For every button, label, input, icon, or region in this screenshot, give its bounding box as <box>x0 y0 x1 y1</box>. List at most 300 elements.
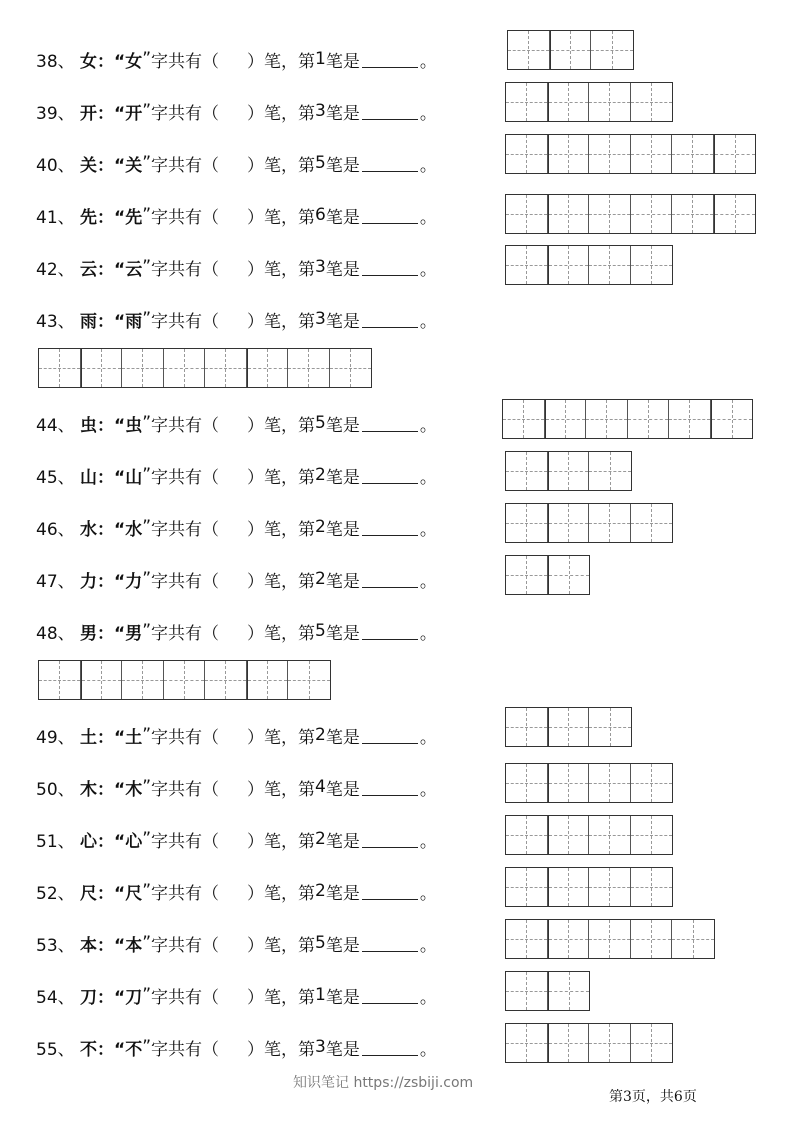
grid-cell[interactable] <box>628 400 670 438</box>
stroke-index: 5 <box>315 413 326 433</box>
text-part1: 字共有（ <box>151 103 219 124</box>
grid-cell[interactable] <box>122 349 164 387</box>
colon: ：“ <box>97 207 126 228</box>
target-char: 心 <box>80 831 97 852</box>
grid-cell[interactable] <box>589 504 631 542</box>
grid-cell[interactable] <box>631 920 673 958</box>
text-part3: 笔是 <box>325 571 360 592</box>
text-part2: ）笔，第 <box>247 987 315 1008</box>
text-part2: ）笔，第 <box>247 103 315 124</box>
answer-blank[interactable] <box>362 987 418 1004</box>
question-number: 51、 <box>36 831 75 852</box>
period: 。 <box>419 467 437 488</box>
close-quote: ” <box>142 1037 151 1057</box>
colon: ：“ <box>97 727 126 748</box>
text-part1: 字共有（ <box>151 259 219 280</box>
target-char: 力 <box>80 571 97 592</box>
period: 。 <box>419 207 437 228</box>
grid-cell[interactable] <box>589 764 631 802</box>
question-number: 46、 <box>36 519 75 540</box>
question-number: 49、 <box>36 727 75 748</box>
colon: ：“ <box>97 467 126 488</box>
grid-cell[interactable] <box>164 661 206 699</box>
answer-blank[interactable] <box>362 1039 418 1056</box>
text-part2: ）笔，第 <box>247 1039 315 1060</box>
text-part3: 笔是 <box>325 1039 360 1060</box>
text-part1: 字共有（ <box>151 207 219 228</box>
period: 。 <box>419 1039 437 1060</box>
question-row <box>36 200 437 230</box>
grid-cell[interactable] <box>506 504 548 542</box>
answer-blank[interactable] <box>362 415 418 432</box>
answer-blank[interactable] <box>362 155 418 172</box>
stroke-index: 6 <box>315 205 326 225</box>
close-quote: ” <box>142 49 151 69</box>
grid-cell[interactable] <box>506 972 548 1010</box>
grid-cell[interactable] <box>330 349 372 387</box>
stroke-index: 2 <box>315 517 326 537</box>
colon: ：“ <box>97 935 126 956</box>
question-row <box>36 720 437 750</box>
period: 。 <box>419 779 437 800</box>
grid-cell[interactable] <box>548 816 590 854</box>
question-number: 44、 <box>36 415 75 436</box>
question-row <box>36 96 437 126</box>
text-part1: 字共有（ <box>151 467 219 488</box>
question-number: 50、 <box>36 779 75 800</box>
grid-cell[interactable] <box>631 816 673 854</box>
grid-cell[interactable] <box>631 1024 673 1062</box>
quoted-char: 雨 <box>125 311 143 332</box>
writing-grid[interactable] <box>505 134 756 174</box>
text-part1: 字共有（ <box>151 519 219 540</box>
target-char: 开 <box>80 103 97 124</box>
quoted-char: 关 <box>125 155 143 176</box>
close-quote: ” <box>142 517 151 537</box>
grid-cell[interactable] <box>545 400 587 438</box>
writing-grid[interactable] <box>505 1023 673 1063</box>
grid-cell[interactable] <box>506 452 548 490</box>
text-part1: 字共有（ <box>151 987 219 1008</box>
close-quote: ” <box>142 621 151 641</box>
question-number: 43、 <box>36 311 75 332</box>
text-part1: 字共有（ <box>151 727 219 748</box>
grid-cell[interactable] <box>506 764 548 802</box>
writing-grid[interactable] <box>505 707 632 747</box>
quoted-char: 不 <box>125 1039 143 1060</box>
grid-cell[interactable] <box>548 246 590 284</box>
period: 。 <box>419 519 437 540</box>
close-quote: ” <box>142 829 151 849</box>
question-row <box>36 1032 437 1062</box>
grid-cell[interactable] <box>506 816 548 854</box>
answer-blank[interactable] <box>362 467 418 484</box>
grid-cell[interactable] <box>548 1024 590 1062</box>
text-part1: 字共有（ <box>151 883 219 904</box>
question-number: 45、 <box>36 467 75 488</box>
quoted-char: 木 <box>125 779 143 800</box>
period: 。 <box>419 51 437 72</box>
writing-grid[interactable] <box>505 245 673 285</box>
close-quote: ” <box>142 569 151 589</box>
text-part1: 字共有（ <box>151 415 219 436</box>
stroke-index: 2 <box>315 829 326 849</box>
text-part3: 笔是 <box>325 727 360 748</box>
period: 。 <box>419 259 437 280</box>
question-number: 40、 <box>36 155 75 176</box>
grid-cell[interactable] <box>589 452 631 490</box>
grid-cell[interactable] <box>205 349 247 387</box>
grid-cell[interactable] <box>631 246 673 284</box>
writing-grid[interactable] <box>505 503 673 543</box>
close-quote: ” <box>142 413 151 433</box>
grid-cell[interactable] <box>589 195 631 233</box>
stroke-index: 5 <box>315 153 326 173</box>
quoted-char: 男 <box>125 623 143 644</box>
answer-blank[interactable] <box>362 103 418 120</box>
grid-cell[interactable] <box>548 504 590 542</box>
colon: ：“ <box>97 1039 126 1060</box>
target-char: 刀 <box>80 987 97 1008</box>
text-part2: ）笔，第 <box>247 207 315 228</box>
grid-cell[interactable] <box>506 556 548 594</box>
writing-grid[interactable] <box>505 867 673 907</box>
period: 。 <box>419 623 437 644</box>
answer-blank[interactable] <box>362 623 418 640</box>
quoted-char: 虫 <box>125 415 143 436</box>
target-char: 女 <box>80 51 97 72</box>
stroke-index: 3 <box>315 257 326 277</box>
text-part1: 字共有（ <box>151 155 219 176</box>
question-row <box>36 824 437 854</box>
stroke-index: 3 <box>315 309 326 329</box>
question-row <box>36 564 437 594</box>
text-part2: ）笔，第 <box>247 311 315 332</box>
text-part3: 笔是 <box>325 51 360 72</box>
grid-cell[interactable] <box>506 868 548 906</box>
quoted-char: 本 <box>125 935 143 956</box>
quoted-char: 云 <box>125 259 143 280</box>
quoted-char: 心 <box>125 831 143 852</box>
quoted-char: 刀 <box>125 987 143 1008</box>
period: 。 <box>419 727 437 748</box>
target-char: 本 <box>80 935 97 956</box>
text-part2: ）笔，第 <box>247 519 315 540</box>
colon: ：“ <box>97 51 126 72</box>
text-part3: 笔是 <box>325 207 360 228</box>
text-part3: 笔是 <box>325 831 360 852</box>
period: 。 <box>419 415 437 436</box>
close-quote: ” <box>142 309 151 329</box>
question-number: 48、 <box>36 623 75 644</box>
grid-cell[interactable] <box>506 83 548 121</box>
question-number: 42、 <box>36 259 75 280</box>
question-number: 53、 <box>36 935 75 956</box>
writing-grid[interactable] <box>505 919 715 959</box>
grid-cell[interactable] <box>589 83 631 121</box>
grid-cell[interactable] <box>164 349 206 387</box>
colon: ：“ <box>97 883 126 904</box>
text-part2: ）笔，第 <box>247 415 315 436</box>
target-char: 土 <box>80 727 97 748</box>
question-number: 55、 <box>36 1039 75 1060</box>
grid-cell[interactable] <box>508 31 550 69</box>
target-char: 水 <box>80 519 97 540</box>
period: 。 <box>419 311 437 332</box>
close-quote: ” <box>142 465 151 485</box>
grid-cell[interactable] <box>589 135 631 173</box>
quoted-char: 女 <box>125 51 143 72</box>
grid-cell[interactable] <box>586 400 628 438</box>
question-row <box>36 304 437 334</box>
question-number: 38、 <box>36 51 75 72</box>
stroke-index: 5 <box>315 933 326 953</box>
question-number: 52、 <box>36 883 75 904</box>
grid-cell[interactable] <box>39 661 81 699</box>
grid-cell[interactable] <box>672 195 714 233</box>
question-row <box>36 408 437 438</box>
period: 。 <box>419 831 437 852</box>
text-part3: 笔是 <box>325 623 360 644</box>
grid-cell[interactable] <box>548 868 590 906</box>
close-quote: ” <box>142 985 151 1005</box>
writing-grid[interactable] <box>505 82 673 122</box>
watermark-text: 知识笔记 https://zsbiji.com <box>293 1075 474 1091</box>
text-part1: 字共有（ <box>151 51 219 72</box>
grid-cell[interactable] <box>548 920 590 958</box>
text-part3: 笔是 <box>325 779 360 800</box>
writing-grid[interactable] <box>505 194 756 234</box>
text-part3: 笔是 <box>325 467 360 488</box>
grid-cell[interactable] <box>550 31 592 69</box>
quoted-char: 力 <box>125 571 143 592</box>
quoted-char: 土 <box>125 727 143 748</box>
grid-cell[interactable] <box>589 868 631 906</box>
question-row <box>36 252 437 282</box>
grid-cell[interactable] <box>591 31 633 69</box>
grid-cell[interactable] <box>548 83 590 121</box>
grid-cell[interactable] <box>506 135 548 173</box>
grid-cell[interactable] <box>81 661 123 699</box>
colon: ：“ <box>97 155 126 176</box>
grid-cell[interactable] <box>631 135 673 173</box>
stroke-index: 1 <box>315 985 326 1005</box>
quoted-char: 先 <box>125 207 143 228</box>
answer-blank[interactable] <box>362 207 418 224</box>
close-quote: ” <box>142 725 151 745</box>
grid-cell[interactable] <box>589 246 631 284</box>
answer-blank[interactable] <box>362 935 418 952</box>
colon: ：“ <box>97 519 126 540</box>
text-part2: ）笔，第 <box>247 883 315 904</box>
grid-cell[interactable] <box>506 920 548 958</box>
text-part2: ）笔，第 <box>247 779 315 800</box>
question-row <box>36 512 437 542</box>
text-part1: 字共有（ <box>151 571 219 592</box>
text-part1: 字共有（ <box>151 311 219 332</box>
grid-cell[interactable] <box>631 504 673 542</box>
question-number: 54、 <box>36 987 75 1008</box>
stroke-index: 2 <box>315 881 326 901</box>
target-char: 木 <box>80 779 97 800</box>
quoted-char: 开 <box>125 103 143 124</box>
text-part2: ）笔，第 <box>247 259 315 280</box>
question-row <box>36 772 437 802</box>
writing-grid[interactable] <box>505 555 590 595</box>
grid-cell[interactable] <box>288 661 330 699</box>
grid-cell[interactable] <box>711 400 753 438</box>
colon: ：“ <box>97 987 126 1008</box>
question-number: 39、 <box>36 103 75 124</box>
text-part1: 字共有（ <box>151 1039 219 1060</box>
grid-cell[interactable] <box>672 920 714 958</box>
writing-grid[interactable] <box>505 451 632 491</box>
grid-cell[interactable] <box>548 195 590 233</box>
grid-cell[interactable] <box>548 972 590 1010</box>
answer-blank[interactable] <box>362 311 418 328</box>
answer-blank[interactable] <box>362 519 418 536</box>
grid-cell[interactable] <box>714 135 756 173</box>
question-row <box>36 44 437 74</box>
text-part3: 笔是 <box>325 935 360 956</box>
colon: ：“ <box>97 311 126 332</box>
question-row <box>36 148 437 178</box>
grid-cell[interactable] <box>589 1024 631 1062</box>
target-char: 不 <box>80 1039 97 1060</box>
close-quote: ” <box>142 881 151 901</box>
text-part1: 字共有（ <box>151 935 219 956</box>
colon: ：“ <box>97 415 126 436</box>
text-part2: ）笔，第 <box>247 727 315 748</box>
grid-cell[interactable] <box>81 349 123 387</box>
question-row <box>36 460 437 490</box>
writing-grid[interactable] <box>38 660 331 700</box>
stroke-index: 2 <box>315 465 326 485</box>
colon: ：“ <box>97 831 126 852</box>
grid-cell[interactable] <box>506 195 548 233</box>
grid-cell[interactable] <box>548 556 590 594</box>
target-char: 山 <box>80 467 97 488</box>
grid-cell[interactable] <box>631 868 673 906</box>
text-part2: ）笔，第 <box>247 467 315 488</box>
target-char: 虫 <box>80 415 97 436</box>
text-part3: 笔是 <box>325 311 360 332</box>
text-part3: 笔是 <box>325 987 360 1008</box>
grid-cell[interactable] <box>506 246 548 284</box>
grid-cell[interactable] <box>247 661 289 699</box>
writing-grid[interactable] <box>38 348 372 388</box>
grid-cell[interactable] <box>589 816 631 854</box>
question-row <box>36 980 437 1010</box>
close-quote: ” <box>142 101 151 121</box>
grid-cell[interactable] <box>714 195 756 233</box>
grid-cell[interactable] <box>631 83 673 121</box>
text-part3: 笔是 <box>325 155 360 176</box>
question-row <box>36 616 437 646</box>
target-char: 男 <box>80 623 97 644</box>
period: 。 <box>419 155 437 176</box>
grid-cell[interactable] <box>548 452 590 490</box>
text-part2: ）笔，第 <box>247 831 315 852</box>
grid-cell[interactable] <box>503 400 545 438</box>
close-quote: ” <box>142 257 151 277</box>
page-number: 第3页，共6页 <box>609 1089 697 1105</box>
answer-blank[interactable] <box>362 779 418 796</box>
colon: ：“ <box>97 571 126 592</box>
grid-cell[interactable] <box>548 135 590 173</box>
question-number: 47、 <box>36 571 75 592</box>
answer-blank[interactable] <box>362 727 418 744</box>
grid-cell[interactable] <box>548 764 590 802</box>
quoted-char: 山 <box>125 467 143 488</box>
grid-cell[interactable] <box>288 349 330 387</box>
stroke-index: 3 <box>315 1037 326 1057</box>
writing-grid[interactable] <box>505 815 673 855</box>
answer-blank[interactable] <box>362 883 418 900</box>
grid-cell[interactable] <box>205 661 247 699</box>
grid-cell[interactable] <box>589 708 631 746</box>
text-part2: ）笔，第 <box>247 935 315 956</box>
grid-cell[interactable] <box>247 349 289 387</box>
text-part3: 笔是 <box>325 519 360 540</box>
stroke-index: 2 <box>315 569 326 589</box>
grid-cell[interactable] <box>669 400 711 438</box>
period: 。 <box>419 571 437 592</box>
writing-grid[interactable] <box>505 763 673 803</box>
period: 。 <box>419 987 437 1008</box>
writing-grid[interactable] <box>507 30 634 70</box>
writing-grid[interactable] <box>505 971 590 1011</box>
stroke-index: 3 <box>315 101 326 121</box>
grid-cell[interactable] <box>631 195 673 233</box>
close-quote: ” <box>142 933 151 953</box>
target-char: 先 <box>80 207 97 228</box>
close-quote: ” <box>142 153 151 173</box>
text-part3: 笔是 <box>325 415 360 436</box>
text-part3: 笔是 <box>325 103 360 124</box>
colon: ：“ <box>97 259 126 280</box>
grid-cell[interactable] <box>672 135 714 173</box>
answer-blank[interactable] <box>362 51 418 68</box>
answer-blank[interactable] <box>362 259 418 276</box>
text-part2: ）笔，第 <box>247 155 315 176</box>
text-part2: ）笔，第 <box>247 51 315 72</box>
grid-cell[interactable] <box>548 708 590 746</box>
grid-cell[interactable] <box>39 349 81 387</box>
stroke-index: 4 <box>315 777 326 797</box>
target-char: 云 <box>80 259 97 280</box>
grid-cell[interactable] <box>122 661 164 699</box>
text-part2: ）笔，第 <box>247 571 315 592</box>
answer-blank[interactable] <box>362 571 418 588</box>
grid-cell[interactable] <box>631 764 673 802</box>
target-char: 关 <box>80 155 97 176</box>
grid-cell[interactable] <box>506 1024 548 1062</box>
grid-cell[interactable] <box>506 708 548 746</box>
text-part2: ）笔，第 <box>247 623 315 644</box>
question-row <box>36 928 437 958</box>
answer-blank[interactable] <box>362 831 418 848</box>
target-char: 尺 <box>80 883 97 904</box>
period: 。 <box>419 883 437 904</box>
text-part3: 笔是 <box>325 259 360 280</box>
period: 。 <box>419 935 437 956</box>
period: 。 <box>419 103 437 124</box>
close-quote: ” <box>142 777 151 797</box>
writing-grid[interactable] <box>502 399 753 439</box>
quoted-char: 尺 <box>125 883 143 904</box>
grid-cell[interactable] <box>589 920 631 958</box>
